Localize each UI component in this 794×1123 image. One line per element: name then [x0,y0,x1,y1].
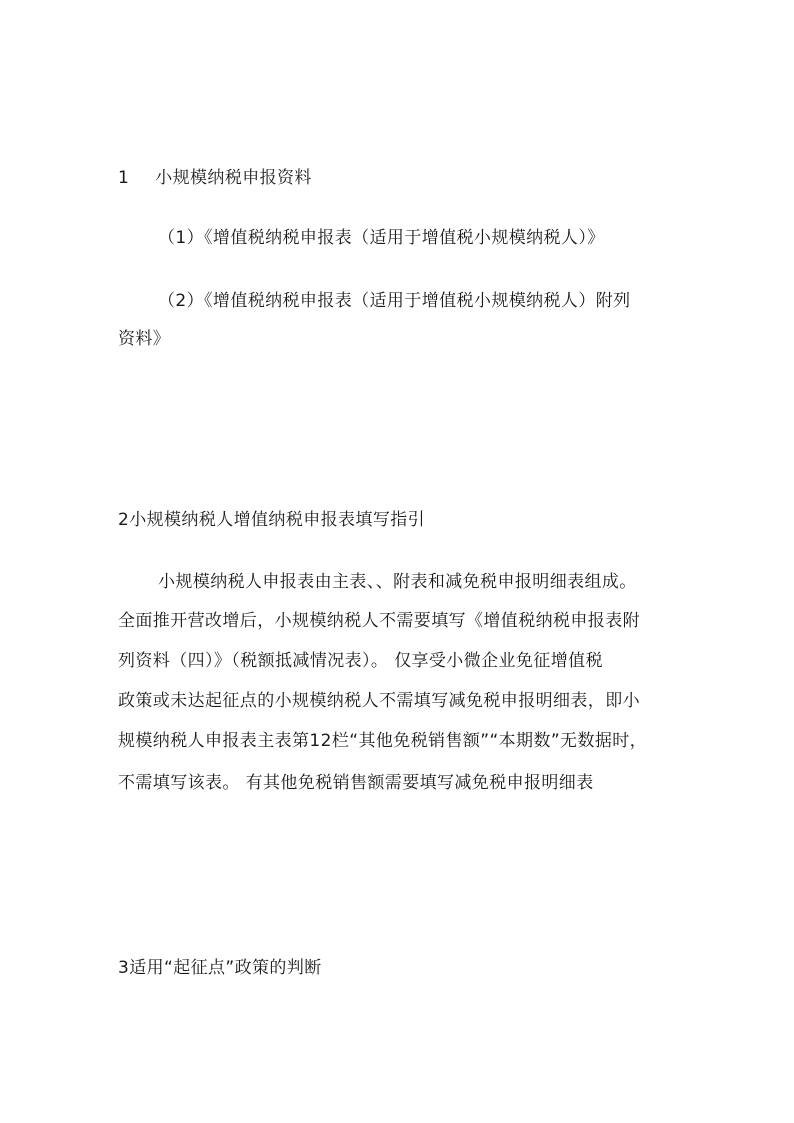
section1-number: 1 [118,168,130,188]
section1-item2-line2: 资料》 [118,329,171,349]
section2-para-line: 小规模纳税人申报表由主表、、附表和减免税申报明细表组成。 [158,572,637,592]
section2-para-line: 全面推开营改增后，小规模纳税人不需要填写《增值税纳税申报表附 [118,611,640,631]
section1-item1: （1）《增值税纳税申报表（适用于增值税小规模纳税人）》 [158,228,605,248]
section2-heading: 2小规模纳税人增值纳税申报表填写指引 [118,510,426,530]
section2-para-line: 不需填写该表。 有其他免税销售额需要填写减免税申报明细表 [118,773,594,793]
section1-title: 小规模纳税申报资料 [155,168,312,188]
section2-para-line: 规模纳税人申报表主表第12栏“其他免税销售额”“本期数”无数据时， [118,731,648,751]
section1-item2-line1: （2）《增值税纳税申报表（适用于增值税小规模纳税人）附列 [158,291,631,311]
section2-para-line: 列资料（四）》（税额抵减情况表）。 仅享受小微企业免征增值税 [118,651,603,671]
section3-heading: 3适用“起征点”政策的判断 [118,958,322,978]
section1-heading [118,168,312,188]
section2-para-line: 政策或未达起征点的小规模纳税人不需填写减免税申报明细表，即小 [118,691,640,711]
